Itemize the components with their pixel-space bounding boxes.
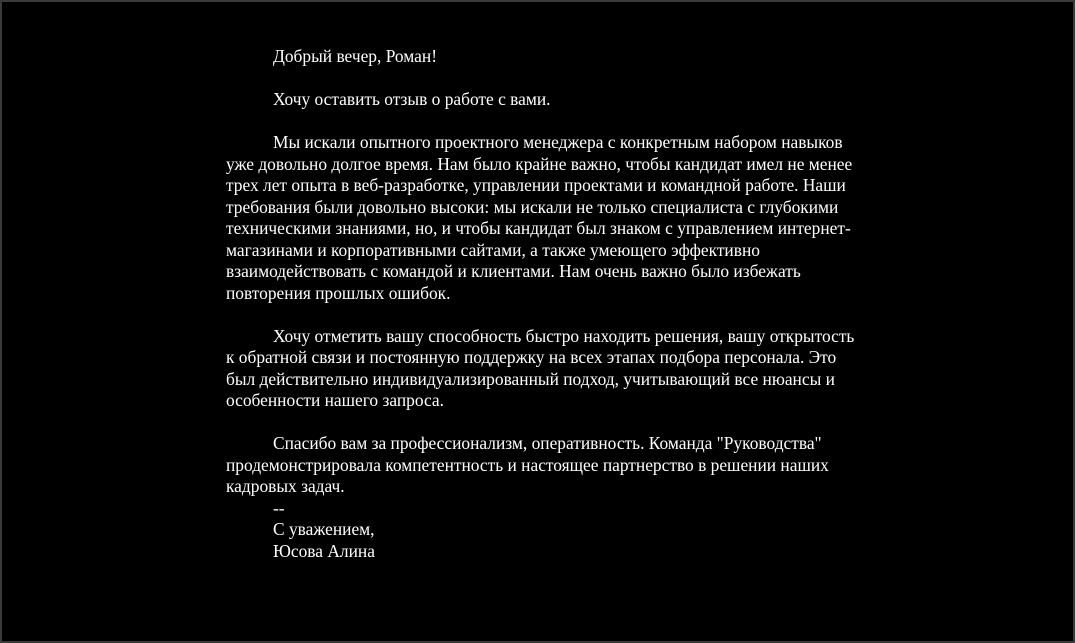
signature-block	[226, 498, 856, 563]
signature-closing: С уважением,	[273, 519, 375, 539]
signature-separator: --	[273, 497, 285, 518]
signature-name: Юсова Алина	[273, 540, 375, 561]
letter-paragraph-intro: Хочу оставить отзыв о работе с вами.	[273, 89, 551, 109]
letter-paragraph-praise: Хочу отметить вашу способность быстро находить решения, вашу открытость к обратной связи и постоянную поддержку на всех этапах подбора персонала. Это был действительно индивидуализированный подход, учитывающий все нюансы и особенности нашего запроса.	[226, 325, 855, 410]
letter-body	[226, 46, 856, 562]
letter-paragraph-thanks: Спасибо вам за профессионализм, оперативность. Команда "Руководства" продемонстрировала компетентность и настоящее партнерство в решении наших кадровых задач.	[226, 433, 829, 496]
letter-paragraph-requirements: Мы искали опытного проектного менеджера с конкретным набором навыков уже довольно долгое время. Нам было крайне важно, чтобы кандидат имел не менее трех лет опыта в веб-разработке, управлении проектами и командной работе. Наши требования были довольно высоки: мы искали не только специалиста с глубокими техническими знаниями, но, и чтобы кандидат был знаком с управлением интернет-магазинами и корпоративными сайтами, а также умеющего эффективно взаимодействовать с командой и клиентами. Нам очень важно было избежать повторения прошлых ошибок.	[226, 132, 853, 303]
letter-greeting: Добрый вечер, Роман!	[273, 46, 437, 66]
